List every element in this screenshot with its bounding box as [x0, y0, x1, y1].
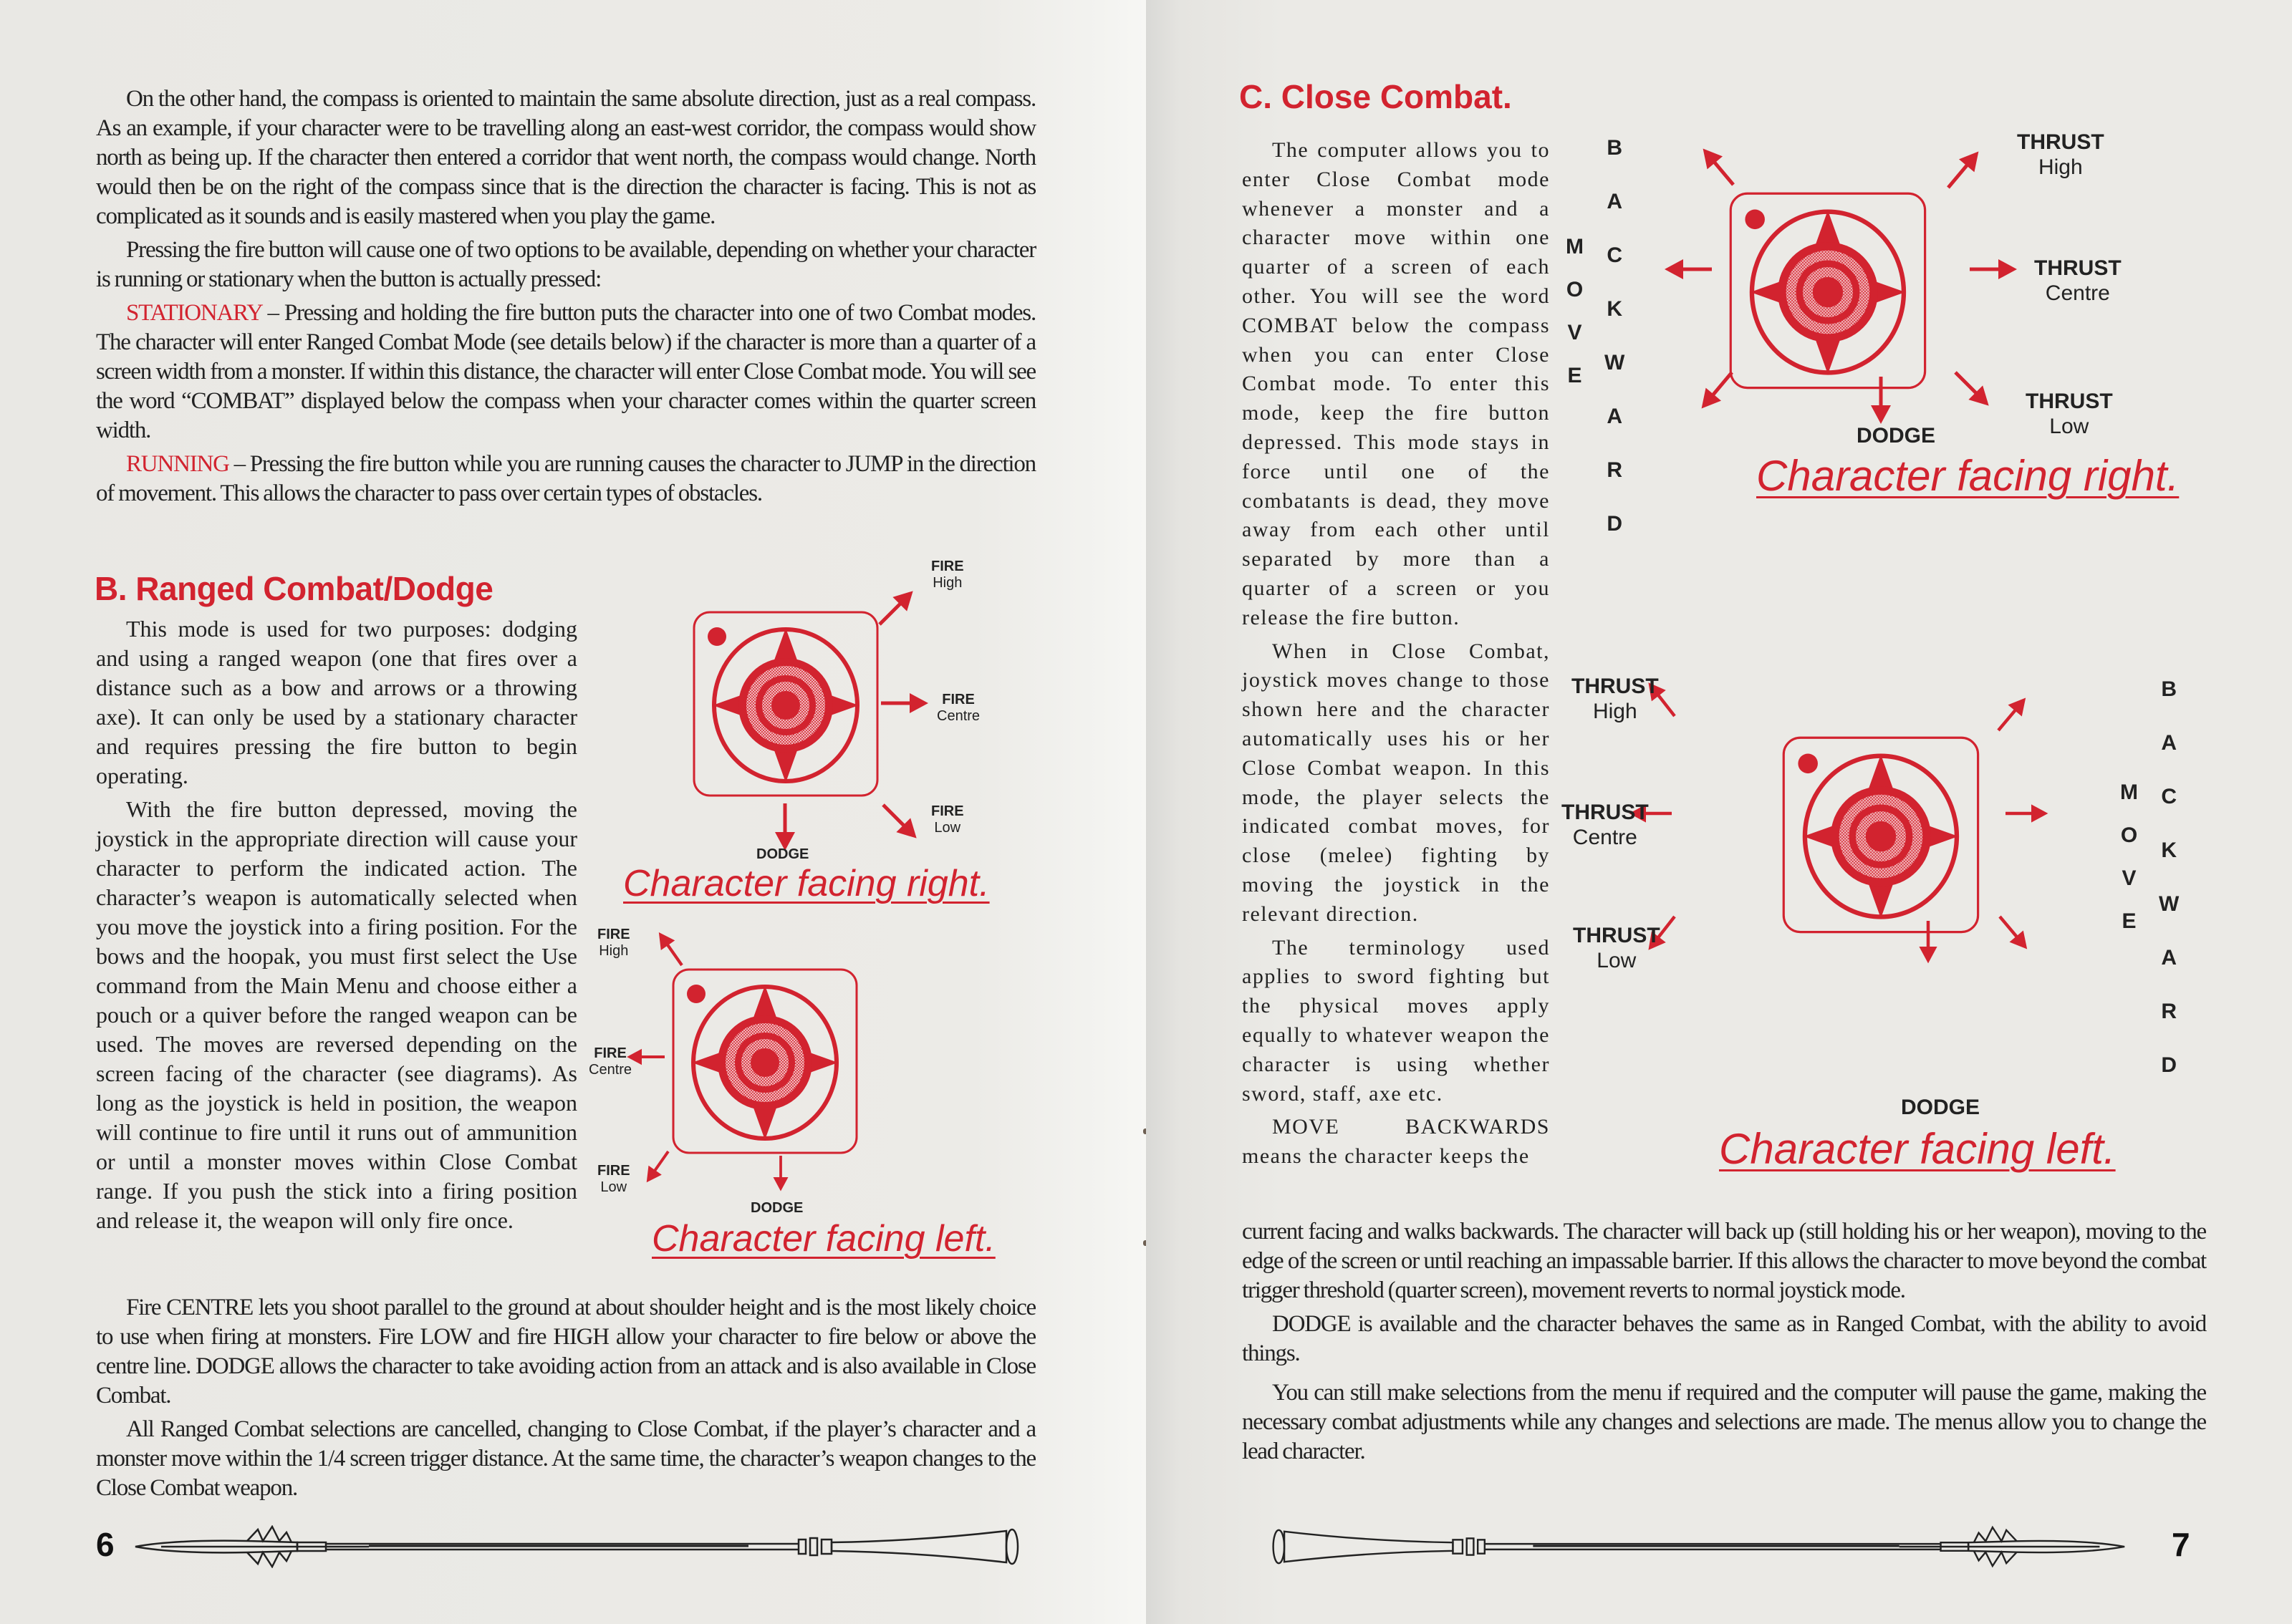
section-c-column: [1242, 136, 1550, 1176]
arrow-backward-low-icon: [1690, 372, 1748, 430]
section-b-column: [96, 614, 577, 1239]
label-dodge: DODGE: [756, 846, 809, 862]
close-diagram-facing-left: [1561, 659, 2206, 1189]
arrow-thrust-high-icon: [1948, 140, 2006, 198]
section-b-footer-text: [96, 1293, 1036, 1507]
spear-ornament-icon: [1246, 1525, 2127, 1568]
paragraph: This mode is used for two purposes: dodging and using a ranged weapon (one that fires over a distance such as a bow and arrows or a throwing axe). It can only be used by a stationary character and requires pressing the fire button to begin operating.: [96, 616, 577, 788]
section-c-footer-text: [1242, 1217, 2206, 1471]
paragraph: current facing and walks backwards. The character will back up (still holding his or her weapon), moving to the edge of the screen or until reaching an impassable barrier. If this allows the character to move beyond the combat trigger threshold (quarter screen), movement reverts to normal joystick mode.: [1242, 1219, 2206, 1303]
paragraph-move-backwards: MOVE BACKWARDS means the character keeps the: [1242, 1115, 1550, 1169]
paragraph-running: RUNNING – Pressing the fire button while you are running causes the character to JUMP in the direction of movement. This allows the character to pass over certain types of obstacles.: [96, 451, 1036, 506]
arrow-dodge-icon: [1928, 921, 1942, 978]
label-thrust-high: THRUST High: [1571, 675, 1659, 723]
right-page: [1146, 0, 2292, 1624]
label-fire-centre: FIRE Centre: [589, 1045, 632, 1078]
arrow-centre-icon: [881, 703, 938, 717]
ranged-diagram-facing-left: [587, 917, 1046, 1275]
arrow-backward-high-icon: [1690, 143, 1748, 200]
label-thrust-low: THRUST Low: [2026, 390, 2113, 438]
arrow-thrust-centre-icon: [1970, 269, 2027, 284]
arrow-backward-centre-icon: [1669, 269, 1726, 284]
paragraph: With the fire button depressed, moving the joystick in the appropriate direction will cause your character to perform the indicated action. The character’s weapon is automatically selected when you move the joystick into a firing position. For the bows and the hoopak, you must first select the Use command from the Main Menu and choose either a pouch or a quiver before the ranged weapon can be used. The moves are reversed depending on the screen facing of the character (see diagrams). As long as the joystick is held in position, the weapon will continue to fire until it runs out of ammunition or until a monster moves within Close Combat range. If you push the stick into a firing position and release it, the weapon will only fire once.: [96, 796, 577, 1233]
paragraph: Fire CENTRE lets you shoot parallel to the ground at about shoulder height and is the most likely choice to use when firing at monsters. Fire LOW and fire HIGH allow your character to fire below or above the centre line. DODGE allows the character to take avoiding action from an attack and is also available in Close Combat.: [96, 1295, 1036, 1408]
page-number: 7: [2172, 1526, 2190, 1563]
arrow-backward-centre-icon: [2006, 813, 2063, 828]
paragraph: DODGE is available and the character behaves the same as in Ranged Combat, with the ability to avoid things.: [1242, 1311, 2206, 1366]
paragraph: The computer allows you to enter Close Combat mode whenever a monster and a character move within one quarter of a screen of each other. You will see the word COMBAT below the compass when you can enter Close Combat mode. To enter this mode, keep the fire button depressed. This mode stays in force until one of the combatants is dead, they move away from each other until separated by more than a quarter of a screen or you release the fire button.: [1242, 138, 1550, 629]
caption-facing-left: Character facing left.: [1719, 1125, 2116, 1173]
intro-text: [96, 84, 1036, 513]
label-move-word: M O V E: [2120, 780, 2138, 933]
label-thrust-high: THRUST High: [2017, 130, 2104, 179]
paragraph: When in Close Combat, joystick moves change to those shown here and the character automatically uses his or her Close Combat weapon. In this mode, the player selects the indicated combat moves, for close (melee) fighting by moving the joystick in the relevant direction.: [1242, 639, 1550, 926]
label-fire-low: FIRE Low: [931, 803, 964, 836]
section-b-heading: B. Ranged Combat/Dodge: [95, 570, 493, 607]
arrow-high-icon: [874, 573, 931, 630]
caption-facing-right: Character facing right.: [623, 863, 990, 904]
section-c-heading: C. Close Combat.: [1239, 78, 1512, 115]
paragraph-stationary: STATIONARY – Pressing and holding the fire button puts the character into one of two Combat modes. The character will enter Ranged Combat Mode (see details below) if the character is more than a quarter of a screen width from a monster. If within this distance, the character will enter Close Combat mode. You will see the word “COMBAT” displayed below the compass when your character comes within the quarter screen width.: [96, 300, 1036, 443]
ranged-diagram-facing-right: [616, 559, 1046, 917]
label-fire-centre: FIRE Centre: [937, 692, 981, 724]
caption-facing-right: Character facing right.: [1756, 452, 2180, 500]
spear-ornament-icon: [133, 1525, 1046, 1568]
compass-icon: [693, 611, 880, 798]
term-running: RUNNING: [126, 451, 229, 477]
paragraph: The terminology used applies to sword fighting but the physical moves apply equally to whatever weapon the character is using whether sword, staff, axe etc.: [1242, 935, 1550, 1106]
label-fire-high: FIRE High: [597, 927, 630, 959]
page-number: 6: [96, 1526, 115, 1563]
label-backward-word: B A C K W A R D: [1604, 136, 1625, 536]
compass-icon: [1729, 192, 1928, 391]
paragraph: All Ranged Combat selections are cancelled, changing to Close Combat, if the player’s character and a monster move within the 1/4 screen trigger distance. At the same time, the character’s weapon changes to the Close Combat weapon.: [96, 1416, 1036, 1501]
compass-icon: [1782, 736, 1981, 935]
label-thrust-centre: THRUST Centre: [1561, 801, 1649, 849]
paragraph: On the other hand, the compass is oriented to maintain the same absolute direction, just as a real compass. As an example, if your character were to be travelling along an east-west corridor, the compass would show north as being up. If the character then entered a corridor that went north, the compass would change. North would then be on the right of the compass since that is the direction the character is facing. This is not as complicated as it sounds and is easily mastered when you play the game.: [96, 86, 1036, 229]
label-dodge: DODGE: [1857, 424, 1936, 448]
arrow-centre-icon: [630, 1057, 688, 1071]
arrow-low-icon: [648, 1151, 691, 1194]
arrow-backward-low-icon: [2000, 917, 2057, 974]
arrow-thrust-low-icon: [1955, 372, 2013, 430]
arrow-low-icon: [877, 801, 935, 858]
label-fire-high: FIRE High: [931, 559, 964, 591]
term-stationary: STATIONARY: [126, 300, 262, 326]
paragraph: Pressing the fire button will cause one of two options to be available, depending on whether your character is running or stationary when the button is actually pressed:: [96, 237, 1036, 292]
label-dodge: DODGE: [1901, 1096, 1980, 1119]
label-fire-low: FIRE Low: [597, 1163, 630, 1195]
label-move-word: M O V E: [1566, 235, 1584, 387]
arrow-high-icon: [645, 931, 688, 974]
label-dodge: DODGE: [751, 1200, 804, 1216]
caption-facing-left: Character facing left.: [652, 1218, 996, 1260]
label-thrust-centre: THRUST Centre: [2034, 256, 2122, 305]
arrow-backward-high-icon: [1998, 685, 2056, 742]
label-thrust-low: THRUST Low: [1573, 924, 1660, 972]
compass-icon: [672, 968, 860, 1156]
paragraph: You can still make selections from the menu if required and the computer will pause the game, making the necessary combat adjustments while any changes and selections are made. The menus allow you to change the lead character.: [1242, 1380, 2206, 1464]
label-backward-word: B A C K W A R D: [2159, 677, 2180, 1077]
close-diagram-facing-right: [1547, 115, 2192, 644]
